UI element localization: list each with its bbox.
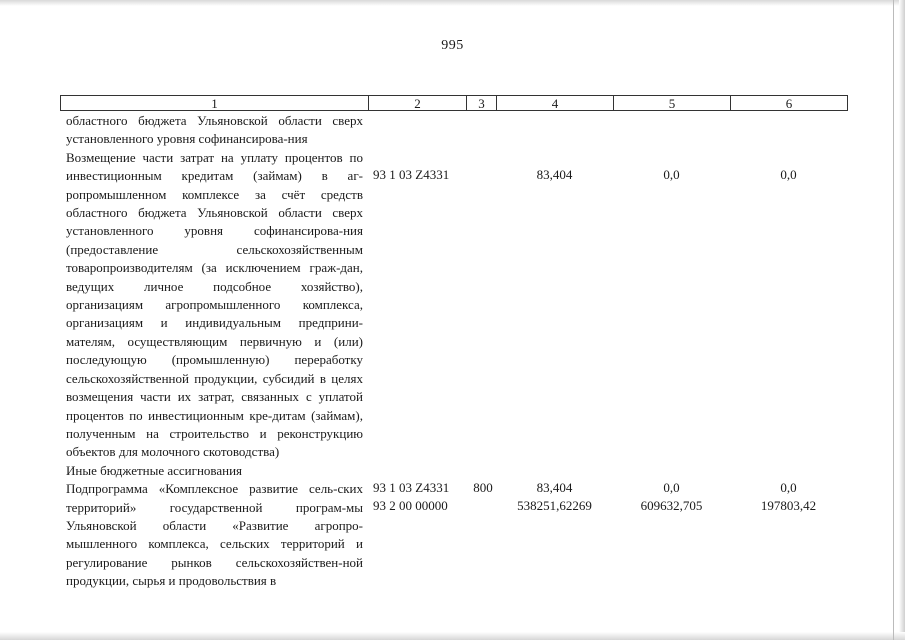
row-3-text: Подпрограмма «Комплексное развитие сель-ских территорий» государственной програм-мы Ульяновской области «Развитие агропро-мышленного комплекса, сельских территорий и регулирование рынков сельскохозяйствен-ной продукции, сырья и продовольствия в — [66, 481, 363, 589]
row-3-col4: 538251,62269 — [517, 498, 592, 513]
row-2-col5: 0,0 — [663, 480, 680, 495]
row-1-text: Возмещение части затрат на уплату процентов по инвестиционным кредитам (займам) в аг-ропромышленном комплексе за счёт средств областного бюджета Ульяновской области сверх установленного уровня софинансирова-ния (предоставление сельскохозяйственным товаропроизводителям (за исключением граж-дан, ведущих личное подсобное хозяйство), организациям агропромышленного комплекса, организациям и индивидуальным предприни-мателям, осуществляющим первичную и (или) последующую (промышленную) переработку сельскохозяйственной продукции, субсидий в целях возмещения части их затрат, связанных с уплатой процентов по инвестиционным кре-дитам (займам), полученным на строительство и реконструкцию объектов для молочного скотоводства) — [66, 149, 363, 460]
row-3-col5: 609632,705 — [640, 498, 703, 513]
row-1-col5: 0,0 — [663, 167, 680, 182]
row-2-col6: 0,0 — [780, 480, 797, 495]
row-3-code: 93 2 00 00000 — [373, 498, 448, 513]
header-col-5: 5 — [613, 95, 731, 111]
scan-edge-bottom — [0, 632, 905, 640]
header-col-3: 3 — [466, 95, 497, 111]
scan-frame-line — [893, 0, 894, 640]
row-2-col4: 83,404 — [536, 480, 573, 495]
header-col-4: 4 — [496, 95, 614, 111]
row-3-col6: 197803,42 — [760, 498, 817, 513]
row-1-col6: 0,0 — [780, 167, 797, 182]
row-2-text: Иные бюджетные ассигнования — [66, 462, 243, 478]
page-number: 995 — [441, 38, 464, 53]
header-col-2: 2 — [368, 95, 467, 111]
table-body-text — [66, 112, 363, 591]
header-col-1: 1 — [60, 95, 369, 111]
header-col-6: 6 — [730, 95, 848, 111]
row-2-vr: 800 — [473, 480, 493, 495]
row-2-code: 93 1 03 Z4331 — [373, 480, 450, 495]
row-1-col4: 83,404 — [536, 167, 573, 182]
row-1-code: 93 1 03 Z4331 — [373, 167, 450, 182]
scan-edge-right — [899, 0, 905, 640]
scan-edge-top — [0, 0, 905, 6]
row-0-text: областного бюджета Ульяновской области сверх установленного уровня софинансирова-ния — [66, 113, 363, 147]
